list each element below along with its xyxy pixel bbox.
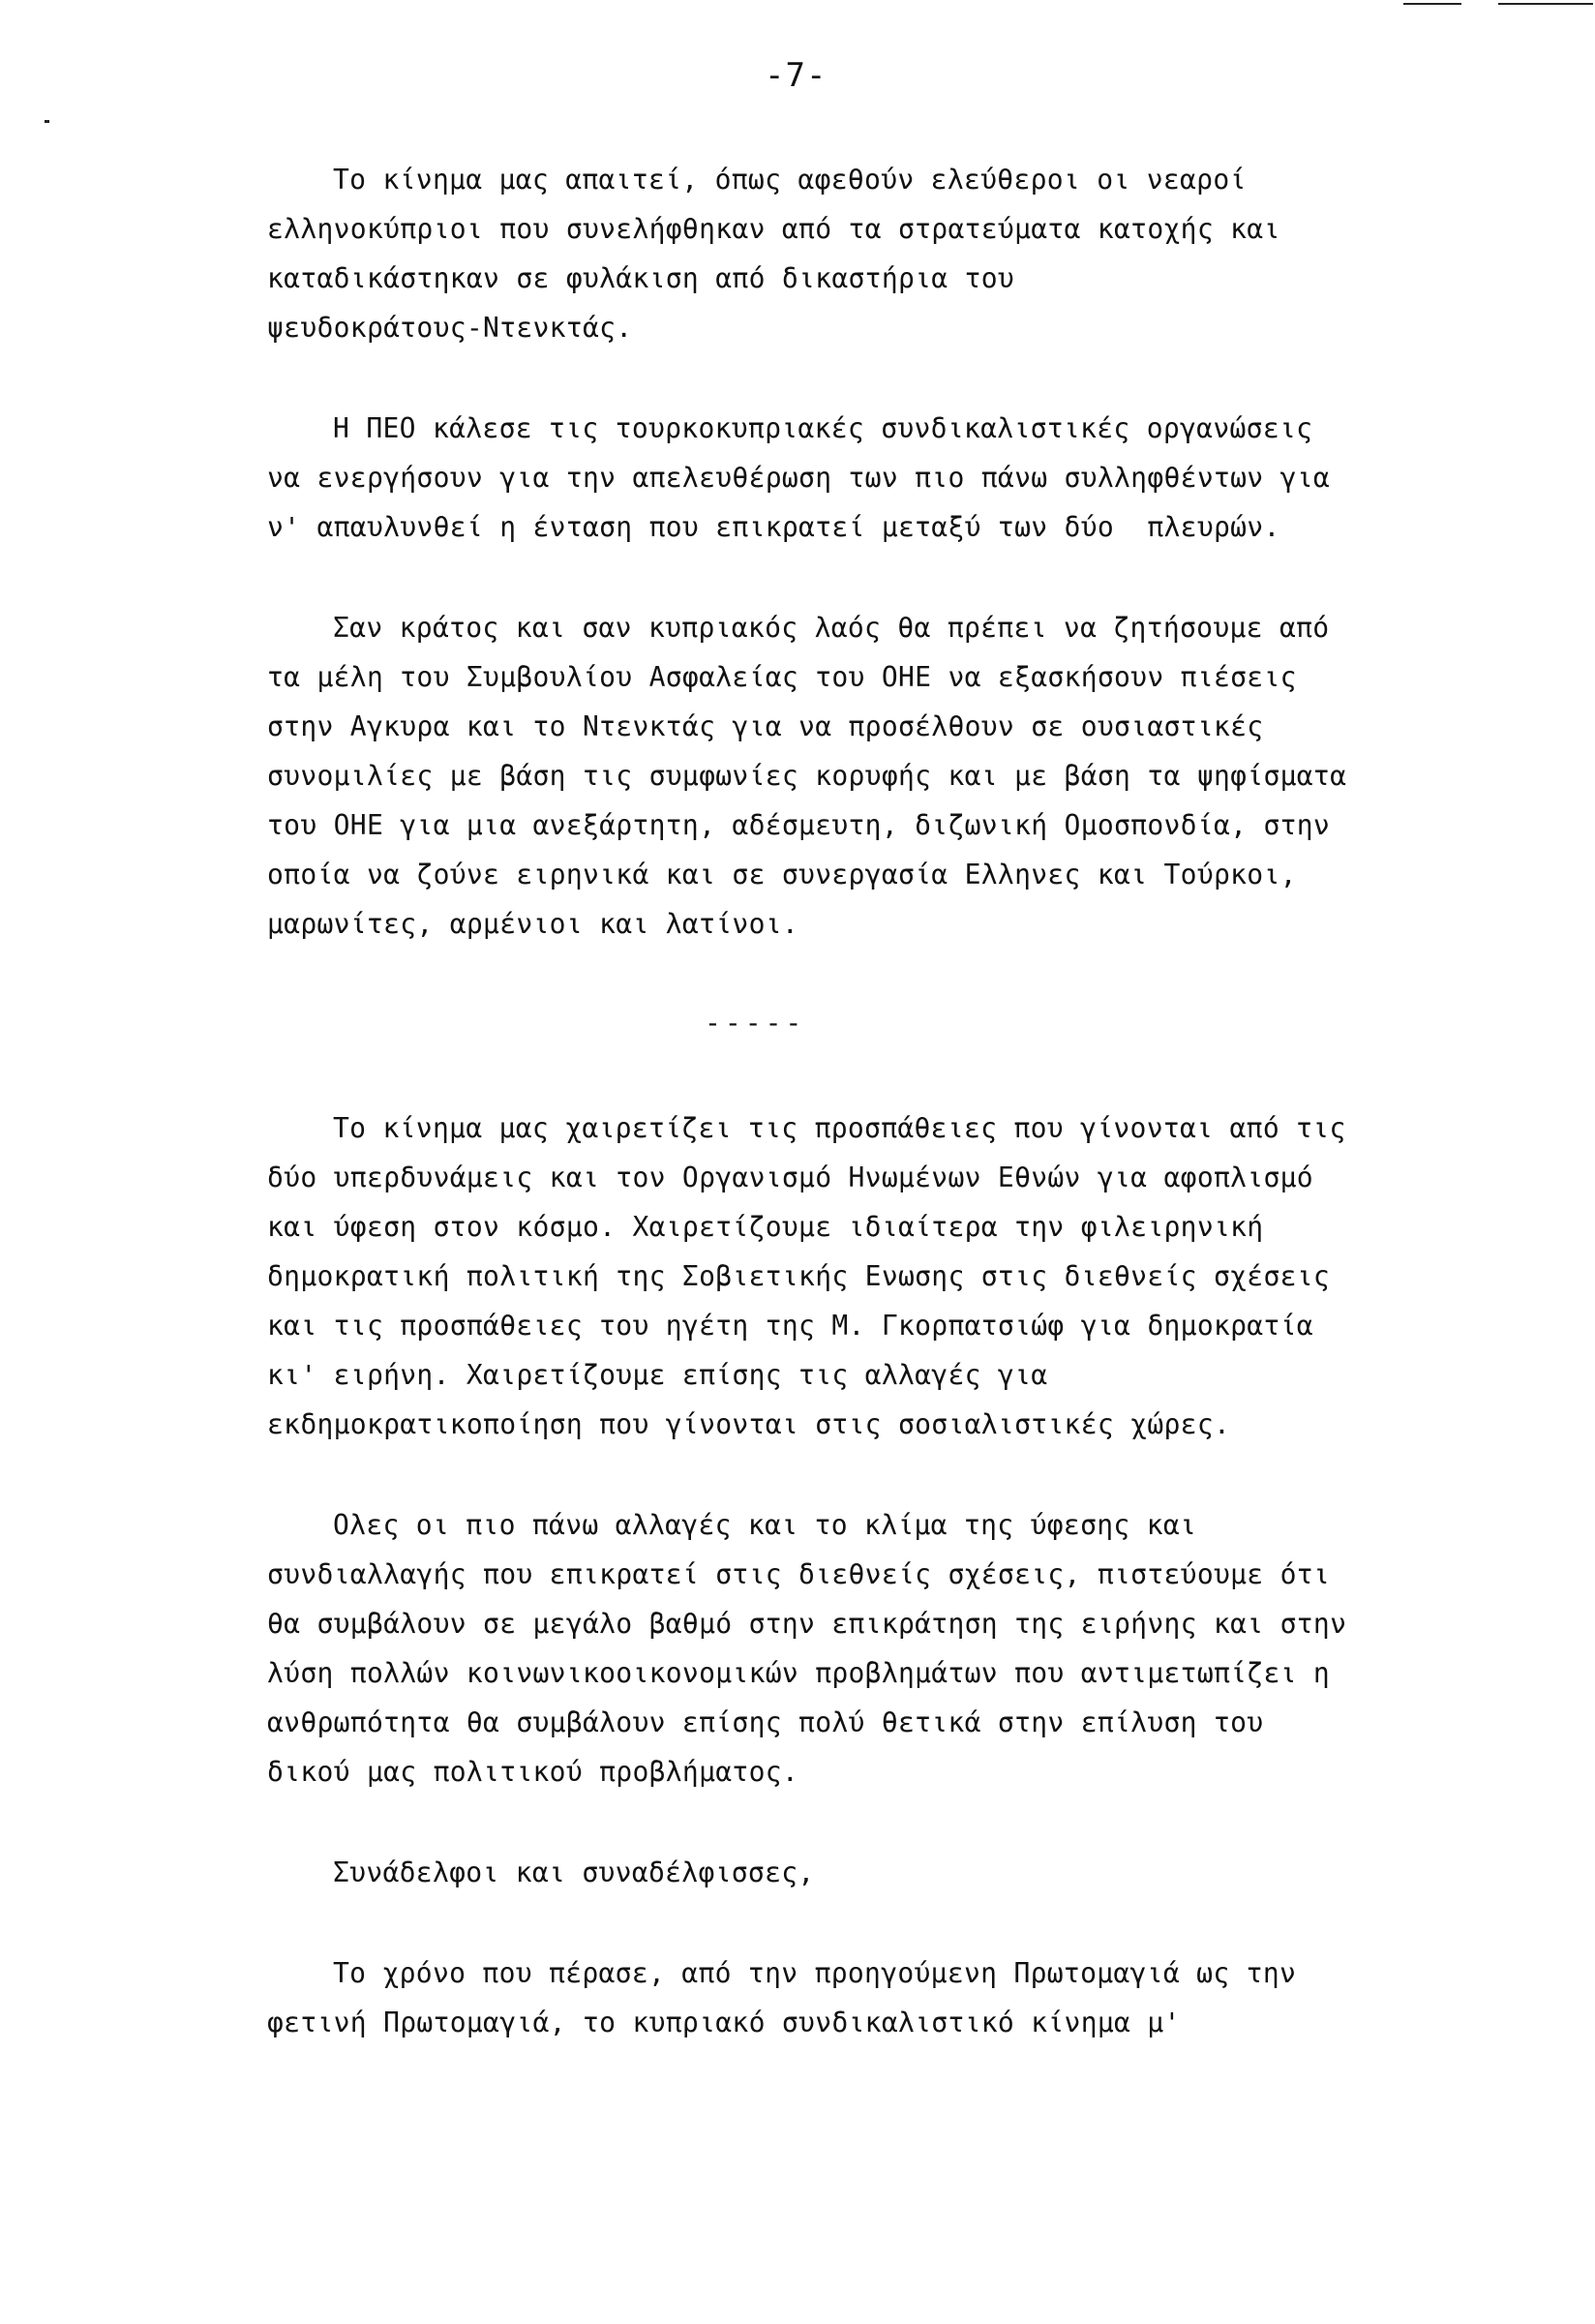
text-line: φετινή Πρωτομαγιά, το κυπριακό συνδικαλιστικό κίνημα μ' [267,2007,1181,2038]
text-line: ψευδοκράτους-Ντενκτάς. [267,312,633,344]
salutation: Συνάδελφοι και συναδέλφισσες, [333,1856,815,1888]
text-line: Ολες οι πιο πάνω αλλαγές και το κλίμα της ύφεσης και [333,1509,1197,1541]
text-line: του ΟΗΕ για μια ανεξάρτητη, αδέσμευτη, διζωνική Ομοσπονδία, στην [267,809,1331,841]
text-line: Η ΠΕΟ κάλεσε τις τουρκοκυπριακές συνδικαλιστικές οργανώσεις [333,412,1313,444]
section-separator: ----- [705,1007,806,1039]
text-line: Το χρόνο που πέρασε, από την προηγούμενη Πρωτομαγιά ως την [333,1957,1297,1989]
text-line: και τις προσπάθειες του ηγέτη της Μ. Γκορπατσιώφ για δημοκρατία [267,1310,1313,1342]
text-line: ελληνοκύπριοι που συνελήφθηκαν από τα στρατεύματα κατοχής και [267,213,1280,245]
text-line: να ενεργήσουν για την απελευθέρωση των πιο πάνω συλληφθέντων για [267,462,1331,494]
page-number: -7- [765,56,828,95]
text-line: θα συμβάλουν σε μεγάλο βαθμό στην επικράτηση της ειρήνης και στην [267,1608,1347,1640]
text-line: στην Αγκυρα και το Ντενκτάς για να προσέλθουν σε ουσιαστικές [267,710,1264,742]
text-line: Σαν κράτος και σαν κυπριακός λαός θα πρέπει να ζητήσουμε από [333,612,1330,644]
text-line: συνδιαλλαγής που επικρατεί στις διεθνείς σχέσεις, πιστεύουμε ότι [267,1558,1331,1590]
text-line: δικού μας πολιτικού προβλήματος. [267,1756,799,1788]
scan-mark-top-right [1498,3,1593,5]
text-line: δύο υπερδυνάμεις και τον Οργανισμό Ηνωμένων Εθνών για αφοπλισμό [267,1162,1313,1193]
paragraph [267,1103,1346,1449]
text-line: Το κίνημα μας απαιτεί, όπως αφεθούν ελεύθεροι οι νεαροί [333,164,1247,196]
scan-mark-top [1403,3,1461,5]
text-line: Το κίνημα μας χαιρετίζει τις προσπάθειες που γίνονται από τις [333,1112,1346,1144]
paragraph [267,1500,1347,1796]
document-body-top [267,155,1347,1000]
paragraph [267,1848,1332,1897]
paragraph [267,1948,1332,2047]
text-line: μαρωνίτες, αρμένιοι και λατίνοι. [267,908,799,940]
text-line: κι' ειρήνη. Χαιρετίζουμε επίσης τις αλλαγές για [267,1359,1048,1391]
text-line: καταδικάστηκαν σε φυλάκιση από δικαστήρια του [267,262,1015,294]
paragraph [267,155,1332,352]
text-line: ν' απαυλυνθεί η ένταση που επικρατεί μεταξύ των δύο πλευρών. [267,511,1280,543]
text-line: δημοκρατική πολιτική της Σοβιετικής Ενωσης στις διεθνείς σχέσεις [267,1260,1331,1292]
text-line: ανθρωπότητα θα συμβάλουν επίσης πολύ θετικά στην επίλυση του [267,1706,1264,1738]
document-body-bottom [267,1103,1347,2098]
text-line: εκδημοκρατικοποίηση που γίνονται στις σοσιαλιστικές χώρες. [267,1408,1231,1440]
text-line: οποία να ζούνε ειρηνικά και σε συνεργασία Ελληνες και Τούρκοι, [267,859,1297,890]
paragraph [267,603,1347,949]
text-line: και ύφεση στον κόσμο. Χαιρετίζουμε ιδιαίτερα την φιλειρηνική [267,1211,1264,1243]
scan-mark-left [45,120,49,123]
paragraph [267,404,1332,552]
text-line: λύση πολλών κοινωνικοοικονομικών προβλημάτων που αντιμετωπίζει η [267,1657,1331,1689]
text-line: τα μέλη του Συμβουλίου Ασφαλείας του ΟΗΕ να εξασκήσουν πιέσεις [267,661,1297,693]
text-line: συνομιλίες με βάση τις συμφωνίες κορυφής και με βάση τα ψηφίσματα [267,760,1347,792]
